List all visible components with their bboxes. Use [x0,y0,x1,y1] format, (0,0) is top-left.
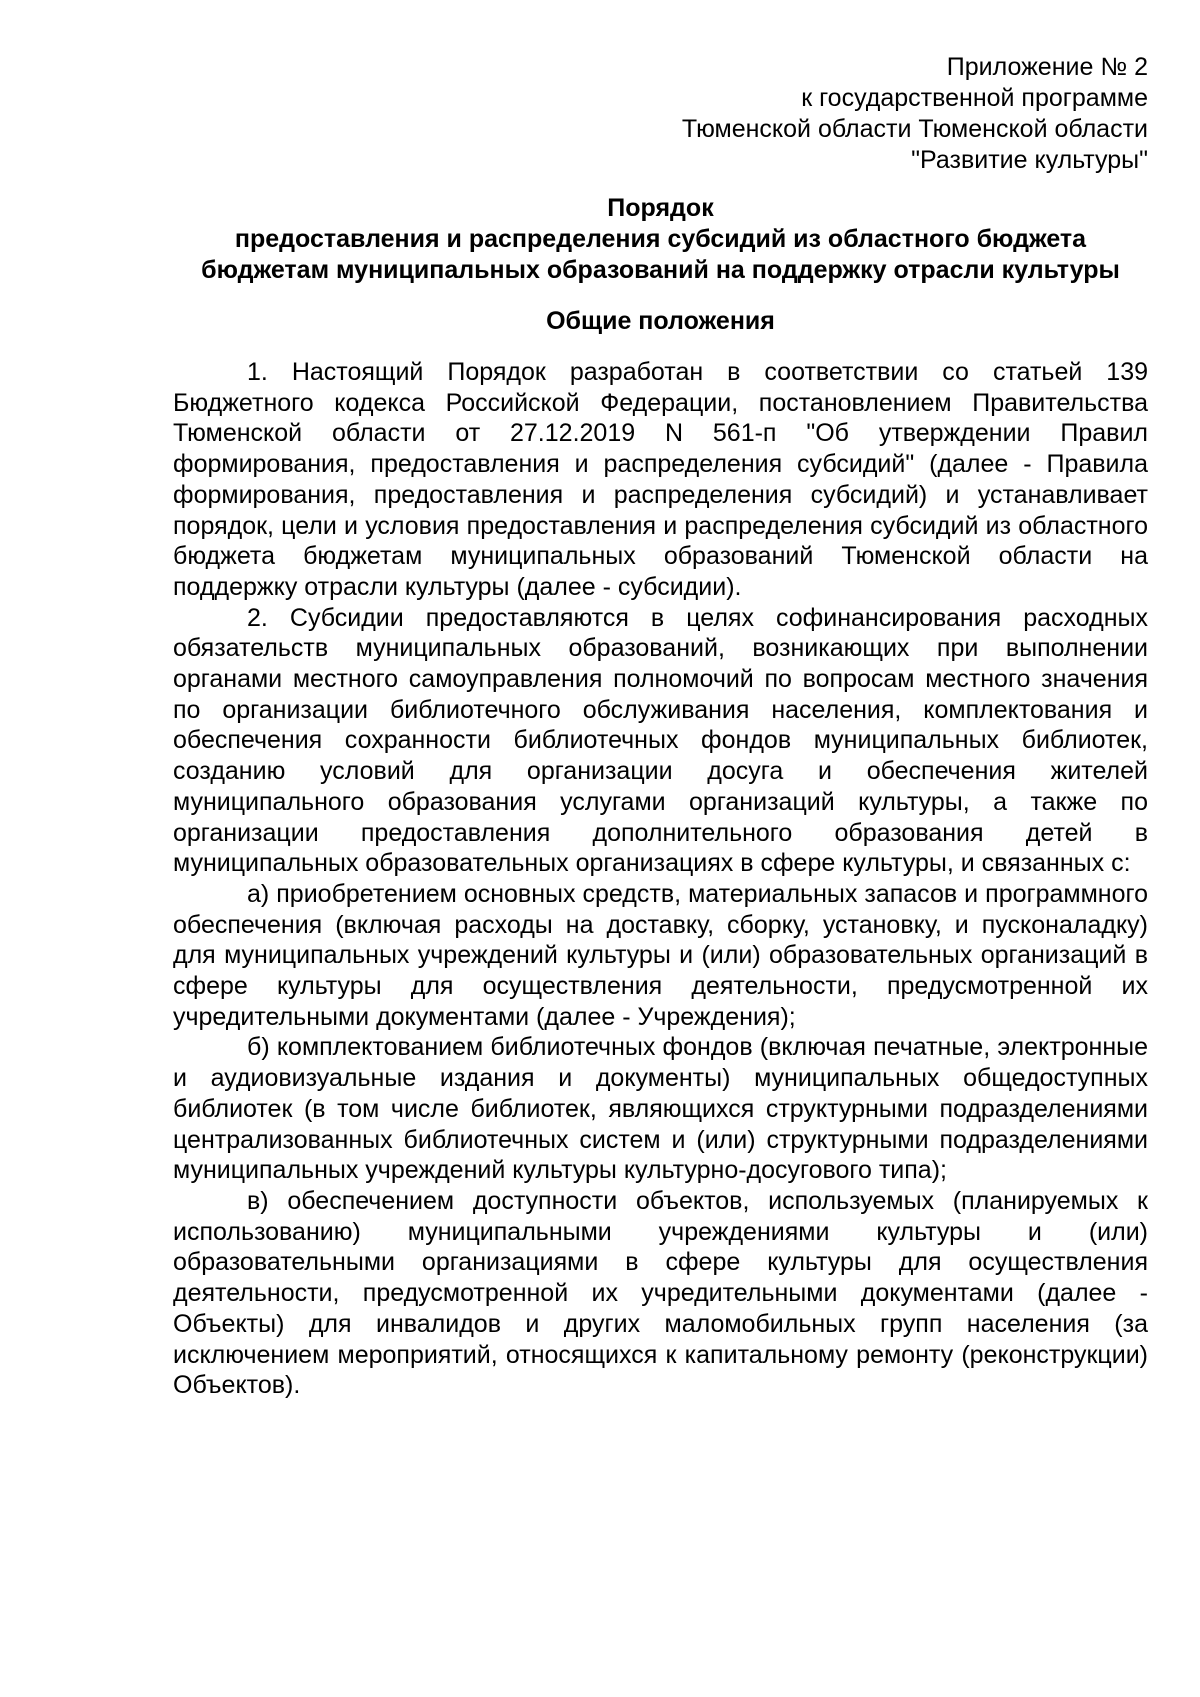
paragraph: б) комплектованием библиотечных фондов (включая печатные, электронные и аудиовизуальные издания и документы) муниципальных общедоступных библиотек (в том числе библиотек, являющихся структурными подразделениями централизованных библиотечных систем и (или) структурными подразделениями муниципальных учреждений культуры культурно-досугового типа); [173,1033,1148,1185]
paragraph: в) обеспечением доступности объектов, используемых (планируемых к использованию) муниципальными учреждениями культуры и (или) образовательными организациями в сфере культуры для осуществления деятельности, предусмотренной их учредительными документами (далее - Объекты) для инвалидов и других маломобильных групп населения (за исключением мероприятий, относящихся к капитальному ремонту (реконструкции) Объектов). [173,1186,1148,1400]
appendix-line: Приложение № 2 [946,53,1148,81]
appendix-line: к государственной программе [801,84,1148,112]
appendix-header [173,52,1148,176]
title-line: Порядок [607,194,714,222]
paragraph: 2. Субсидии предоставляются в целях софинансирования расходных обязательств муниципальных образований, возникающих при выполнении органами местного самоуправления полномочий по вопросам местного значения по организации библиотечного обслуживания населения, комплектования и обеспечения сохранности библиотечных фондов муниципальных библиотек, созданию условий для организации досуга и обеспечения жителей муниципального образования услугами организаций культуры, а также по организации предоставления дополнительного образования детей в муниципальных образовательных организациях в сфере культуры, и связанных с: [173,603,1148,878]
document-content [173,52,1148,1401]
body-text [173,357,1148,1401]
appendix-line: "Развитие культуры" [911,146,1148,174]
title-line: предоставления и распределения субсидий из областного бюджета [234,225,1087,253]
section-heading: Общие положения [546,307,775,335]
title-line: бюджетам муниципальных образований на поддержку отрасли культуры [201,256,1120,284]
document-title [173,193,1148,286]
appendix-line: Тюменской области Тюменской области [681,115,1148,143]
paragraph: а) приобретением основных средств, материальных запасов и программного обеспечения (включая расходы на доставку, сборку, установку, и пусконаладку) для муниципальных учреждений культуры и (или) образовательных организаций в сфере культуры для осуществления деятельности, предусмотренной их учредительными документами (далее - Учреждения); [173,879,1148,1031]
paragraph: 1. Настоящий Порядок разработан в соответствии со статьей 139 Бюджетного кодекса Российской Федерации, постановлением Правительства Тюменской области от 27.12.2019 N 561-п "Об утверждении Правил формирования, предоставления и распределения субсидий" (далее - Правила формирования, предоставления и распределения субсидий) и устанавливает порядок, цели и условия предоставления и распределения субсидий из областного бюджета бюджетам муниципальных образований Тюменской области на поддержку отрасли культуры (далее - субсидии). [173,358,1148,601]
